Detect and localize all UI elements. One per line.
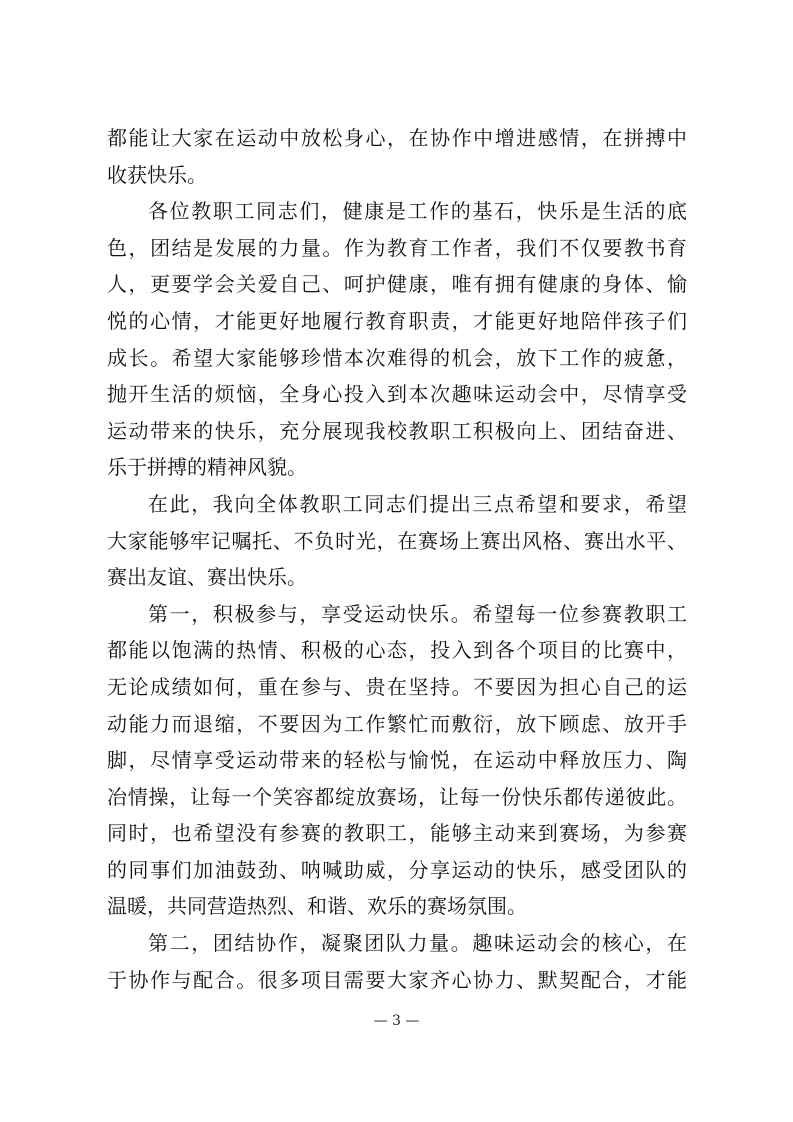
page-number: — 3 —	[373, 1013, 420, 1029]
text-line: 乐于拼搏的精神风貌。	[107, 455, 307, 480]
text-line: 色，团结是发展的力量。作为教育工作者，我们不仅要教书育	[107, 235, 687, 260]
text-line: 冶情操，让每一个笑容都绽放赛场，让每一份快乐都传递彼此。	[107, 784, 687, 809]
text-line: 成长。希望大家能够珍惜本次难得的机会，放下工作的疲惫，	[107, 345, 687, 370]
text-line: 收获快乐。	[107, 162, 207, 187]
body-text	[107, 120, 687, 998]
text-line: 无论成绩如何，重在参与、贵在坚持。不要因为担心自己的运	[107, 674, 687, 699]
text-line: 赛出友谊、赛出快乐。	[107, 565, 307, 590]
text-line: 在此，我向全体教职工同志们提出三点希望和要求，希望	[148, 491, 687, 516]
text-line: 大家能够牢记嘱托、不负时光，在赛场上赛出风格、赛出水平、	[107, 528, 687, 553]
text-line: 都能以饱满的热情、积极的心态，投入到各个项目的比赛中，	[107, 638, 687, 663]
text-line: 温暖，共同营造热烈、和谐、欢乐的赛场氛围。	[107, 894, 527, 919]
paragraph	[107, 120, 687, 193]
text-line: 都能让大家在运动中放松身心，在协作中增进感情，在拼搏中	[107, 126, 687, 150]
paragraph	[107, 596, 687, 925]
paragraph	[107, 925, 687, 998]
paragraph	[107, 193, 687, 486]
text-line: 抛开生活的烦恼，全身心投入到本次趣味运动会中，尽情享受	[107, 382, 687, 407]
text-line: 于协作与配合。很多项目需要大家齐心协力、默契配合，才能	[107, 967, 687, 992]
text-line: 脚，尽情享受运动带来的轻松与愉悦，在运动中释放压力、陶	[107, 748, 687, 773]
text-line: 动能力而退缩，不要因为工作繁忙而敷衍，放下顾虑、放开手	[107, 711, 687, 736]
text-line: 运动带来的快乐，充分展现我校教职工积极向上、团结奋进、	[107, 418, 687, 443]
text-line: 第一，积极参与，享受运动快乐。希望每一位参赛教职工	[148, 601, 687, 626]
text-line: 悦的心情，才能更好地履行教育职责，才能更好地陪伴孩子们	[107, 308, 687, 333]
text-line: 第二，团结协作，凝聚团队力量。趣味运动会的核心，在	[148, 931, 687, 956]
text-line: 人，更要学会关爱自己、呵护健康，唯有拥有健康的身体、愉	[107, 272, 687, 297]
text-line: 的同事们加油鼓劲、呐喊助威，分享运动的快乐，感受团队的	[107, 857, 687, 882]
text-line: 各位教职工同志们，健康是工作的基石，快乐是生活的底	[148, 199, 687, 224]
text-line: 同时，也希望没有参赛的教职工，能够主动来到赛场，为参赛	[107, 821, 687, 846]
paragraph	[107, 486, 687, 596]
